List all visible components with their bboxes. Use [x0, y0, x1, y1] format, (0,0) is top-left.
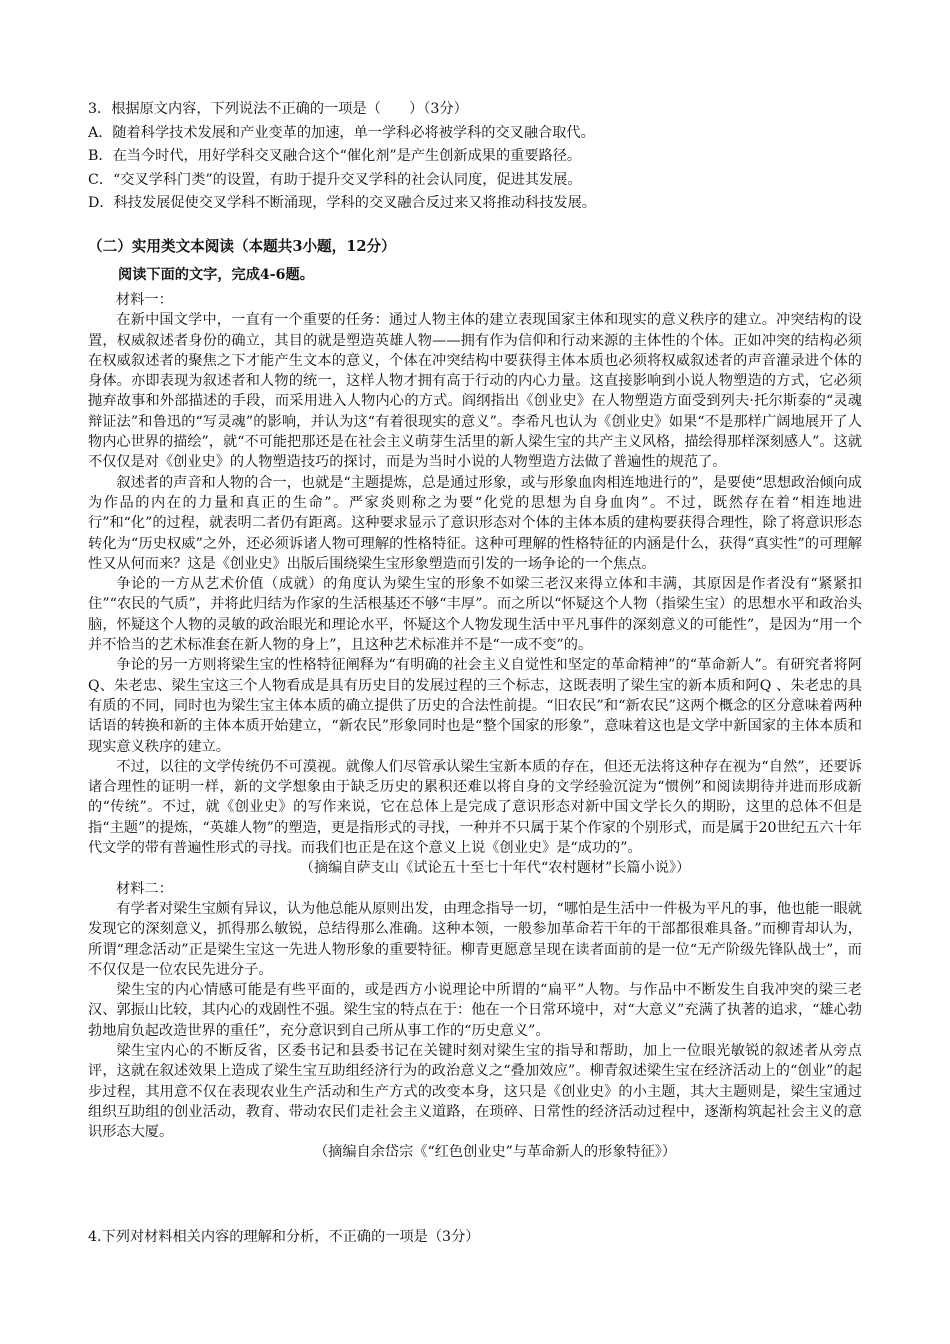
question-4-stem: 4.下列对材料相关内容的理解和分析，不正确的一项是（3分） [88, 1229, 480, 1245]
material-1-paragraph: 叙述者的声音和人物的合一，也就是“主题提炼，总是通过形象，或与形象血肉相连地进行的”，是要使“思想政治倾向成为作品的内在的力量和真正的生命”。严家炎则称之为要“化党的思想为自身血肉”。不过，既然存在着“相连地进行”和“化”的过程，就表明二者仍有距离。这种要求显示了意识形态对个体的主体本质的建构要获得合理性，除了将意识形态转化为“历史权威”之外，还必须诉诸人物可理解的性格特征。这种可理解的性格特征的内涵是什么，获得“真实性”的可理解性又从何而来？这是《创业史》出版后围绕梁生宝形象塑造而引发的一场争论的一个焦点。 [88, 474, 862, 572]
section-instruction: 阅读下面的文字，完成4-6题。 [118, 267, 314, 283]
material-2-label: 材料二： [116, 880, 173, 897]
question-3 [88, 98, 868, 216]
reading-passage [88, 290, 862, 1163]
option-b: B．在当今时代，用好学科交叉融合这个“催化剂”是产生创新成果的重要路径。 [88, 148, 582, 164]
material-1-paragraph: 争论的一方从艺术价值（成就）的角度认为梁生宝的形象不如梁三老汉来得立体和丰满，其原因是作者没有“紧紧扣住”“农民的气质”，并将此归结为作家的生活根基还不够“丰厚”。而之所以“怀疑这个人物（指梁生宝）的思想水平和政治头脑，怀疑这个人物的灵敏的政治眼光和理论水平，怀疑这个人物发现生活中平凡事件的深刻意义的可能性”，是因为“用一个并不恰当的艺术标准套在新人物的身上”，且这种艺术标准并不是“一成不变”的。 [88, 576, 862, 654]
material-1-paragraph: 不过，以往的文学传统仍不可漠视。就像人们尽管承认梁生宝新本质的存在，但还无法将这种存在视为“自然”，还要诉诸合理性的证明一样，新的文学想象由于缺乏历史的累积还难以将自身的文学经验沉淀为“惯例”和阅读期待并进而形成新的“传统”。不过，就《创业史》的写作来说，它在总体上是完成了意识形态对新中国文学长久的期盼，这里的总体不但是指“主题”的提炼，“英雄人物”的塑造，更是指形式的寻找，一种并不只属于某个作家的个别形式，而是属于20世纪五六十年代文学的带有普遍性形式的寻找。而我们也正是在这个意义上说《创业史》是“成功的”。 [88, 758, 862, 857]
question-3-stem: 3．根据原文内容，下列说法不正确的一项是（ ）（3分） [88, 101, 468, 117]
material-1-label: 材料一： [116, 292, 173, 308]
material-2-paragraph: 有学者对梁生宝颇有异议，认为他总能从原则出发，由理念指导一切，“哪怕是生活中一件极为平凡的事，他也能一眼就发现它的深刻意义，抓得那么敏锐，总结得那么准确。这种本领，一般参加革命若干年的干部都很难具备。”而柳青却认为，所谓“理念活动”正是梁生宝这一先进人物形象的重要特征。柳青更愿意呈现在读者面前的是一位“无产阶级先锋队战士”，而不仅仅是一位农民先进分子。 [88, 900, 862, 978]
option-a: A．随着科学技术发展和产业变革的加速，单一学科必将被学科的交叉融合取代。 [88, 124, 595, 141]
material-2-source: （摘编自余岱宗《“红色创业史”与革命新人的形象特征》） [313, 1144, 677, 1161]
option-d: D．科技发展促使交叉学科不断涌现，学科的交叉融合反过来又将推动科技发展。 [88, 195, 596, 211]
option-c: C．“交叉学科门类”的设置，有助于提升交叉学科的社会认同度，促进其发展。 [88, 171, 582, 188]
material-2-paragraph: 梁生宝内心的不断反省，区委书记和县委书记在关键时刻对梁生宝的指导和帮助，加上一位眼光敏锐的叙述者从旁点评，这就在叙述效果上造成了梁生宝互助组经济行为的政治意义之“叠加效应”。柳青叙述梁生宝在经济活动上的“创业”的起步过程，其用意不仅在表现农业生产活动和生产方式的改变本身，这只是《创业史》的小主题，其大主题则是，梁生宝通过组织互助组的创业活动，教育、带动农民们走社会主义道路，在琐碎、日常性的经济活动过程中，逐渐构筑起社会主义的意识形态大厦。 [88, 1042, 862, 1141]
material-1-source: （摘编自萨支山《试论五十至七十年代“农村题材”长篇小说》） [299, 860, 691, 877]
material-2-paragraph: 梁生宝的内心情感可能是有些平面的，或是西方小说理论中所谓的“扁平”人物。与作品中不断发生自我冲突的梁三老汉、郭振山比较，其内心的戏剧性不强。梁生宝的特点在于：他在一个日常环境中，对“大意义”充满了执著的追求，“雄心勃勃地肩负起改造世界的重任”，充分意识到自己所从事工作的“历史意义”。 [88, 982, 862, 1039]
material-1-paragraph: 在新中国文学中，一直有一个重要的任务：通过人物主体的建立表现国家主体和现实的意义秩序的建立。冲突结构的设置，权威叙述者身份的确立，其目的就是塑造英雄人物——拥有作为信仰和行动来源的主体性的个体。正如冲突的结构必须在权威叙述者的聚焦之下才能产生文本的意义，个体在冲突结构中要获得主体本质也必须将权威叙述者的声音灌录进个体的身体。亦即表现为叙述者和人物的统一，这样人物才拥有高于行动的内心力量。这直接影响到小说人物塑造的方式，它必须抛弃故事和外部描述的手段，而采用进入人物内心的方式。阎纲指出《创业史》在人物塑造方面受到列夫·托尔斯泰的“灵魂辩证法”和鲁迅的“写灵魂”的影响，并认为这“有着很现实的意义”。李希凡也认为《创业史》如果“不是那样广阔地展开了人物内心世界的描绘”，就“不可能把那还是在社会主义萌芽生活里的新人梁生宝的共产主义风格，描绘得那样深刻感人”。这就不仅仅是对《创业史》的人物塑造技巧的探讨，而是为当时小说的人物塑造方法做了普遍性的规范了。 [88, 312, 862, 471]
section-title: （二）实用类文本阅读（本题共3小题，12分） [88, 238, 396, 255]
material-1-paragraph: 争论的另一方则将梁生宝的性格特征阐释为“有明确的社会主义自觉性和坚定的革命精神”的“革命新人”。有研究者将阿Q、朱老忠、梁生宝这三个人物看成是具有历史目的发展过程的三个标志，这既表明了梁生宝的新本质和阿Q 、朱老忠的具有质的不同，同时也为梁生宝主体本质的确立提供了历史的合法性前提。“旧农民”和“新农民”这两个概念的区分意味着两种话语的转换和新的主体本质开始建立，“新农民”形象同时也是“整个国家的形象”，意味着这也是文学中新国家的主体本质和现实意义秩序的建立。 [88, 657, 862, 755]
